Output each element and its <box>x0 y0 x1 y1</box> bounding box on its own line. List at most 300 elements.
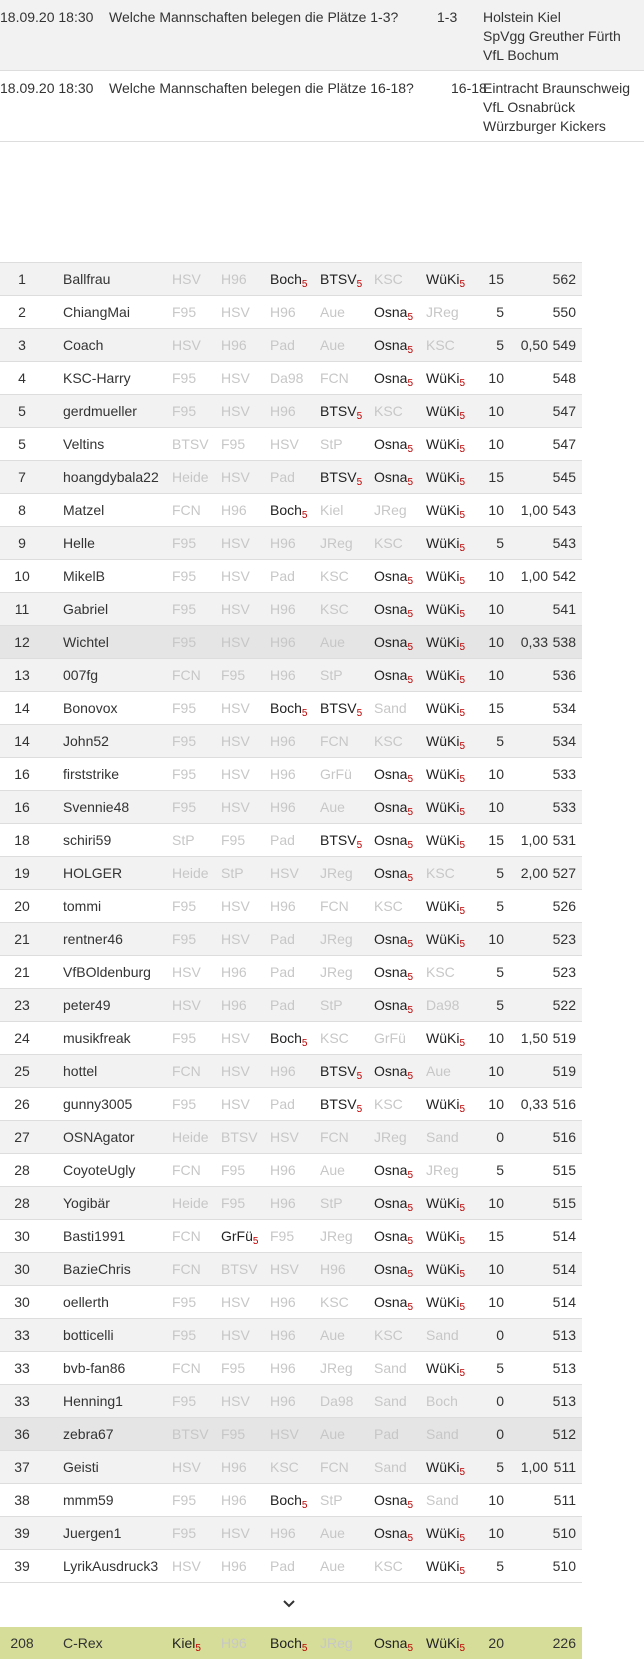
player-name-link[interactable]: Helle <box>63 535 95 551</box>
tip-cell: WüKi$_5$ <box>426 634 466 653</box>
tip-cell: Pad <box>270 997 295 1013</box>
tip-cell: BTSV <box>172 436 209 452</box>
tip-cell: HSV <box>270 1129 299 1145</box>
player-name-link[interactable]: botticelli <box>63 1327 114 1343</box>
tip-cell: F95 <box>172 304 197 320</box>
tip-cell: H96 <box>270 601 296 617</box>
tip-points: 5 <box>407 444 414 455</box>
points-cell: 10 <box>488 931 504 947</box>
player-name-link[interactable]: Basti1991 <box>63 1228 126 1244</box>
points-cell: 10 <box>488 1195 504 1211</box>
tip-cell: WüKi$_5$ <box>426 766 466 785</box>
ranking-row <box>0 857 582 890</box>
tip-cell: Heide <box>172 865 209 881</box>
tip-cell: Osna$_5$ <box>374 1228 414 1247</box>
tip-points: 5 <box>301 1643 308 1654</box>
tip-cell: F95 <box>172 1096 197 1112</box>
points-cell: 10 <box>488 1294 504 1310</box>
tip-cell: Osna$_5$ <box>374 337 414 356</box>
tip-cell: Boch$_5$ <box>270 700 308 719</box>
total-cell: 534 <box>552 733 576 749</box>
player-name-link[interactable]: tommi <box>63 898 102 914</box>
tip-cell: H96 <box>221 997 247 1013</box>
tip-cell: KSC <box>426 964 455 980</box>
tip-cell: Pad <box>270 1096 295 1112</box>
tip-points: 5 <box>407 939 414 950</box>
ranking-row <box>0 428 582 461</box>
player-name-link[interactable]: John52 <box>63 733 109 749</box>
tip-cell: Aue <box>320 304 345 320</box>
tip-cell: Osna$_5$ <box>374 1063 414 1082</box>
tip-points: 5 <box>301 1038 308 1049</box>
rank-cell: 18 <box>14 832 30 848</box>
points-cell: 5 <box>496 733 504 749</box>
tip-cell: WüKi$_5$ <box>426 1294 466 1313</box>
player-name-link[interactable]: OSNAgator <box>63 1129 135 1145</box>
tip-points: 5 <box>195 1643 201 1654</box>
tip-points: 5 <box>407 642 414 653</box>
tip-cell: WüKi$_5$ <box>426 1195 466 1214</box>
tip-cell: F95 <box>221 667 246 683</box>
tip-cell: Pad <box>270 832 295 848</box>
ranking-row <box>0 923 582 956</box>
points-cell: 0 <box>496 1327 504 1343</box>
tip-cell: GrFü <box>320 766 352 782</box>
player-name-link[interactable]: VfBOldenburg <box>63 964 151 980</box>
tip-cell: H96 <box>221 1635 247 1651</box>
tip-cell: JReg <box>320 865 353 881</box>
points-cell: 0 <box>496 1426 504 1442</box>
ranking-row <box>0 1154 582 1187</box>
player-name-link[interactable]: peter49 <box>63 997 111 1013</box>
total-cell: 547 <box>552 403 576 419</box>
player-name-link[interactable]: Yogibär <box>63 1195 110 1211</box>
tip-cell: KSC <box>374 1327 403 1343</box>
player-name-link[interactable]: Geisti <box>63 1459 99 1475</box>
tip-cell: H96 <box>270 898 296 914</box>
tip-cell: Pad <box>270 1558 295 1574</box>
tip-cell: Boch$_5$ <box>270 1030 308 1049</box>
rank-cell: 16 <box>14 766 30 782</box>
total-cell: 523 <box>552 931 576 947</box>
tip-points: 5 <box>301 1500 308 1511</box>
chevron-down-icon <box>276 1591 302 1617</box>
tip-cell: Pad <box>270 469 295 485</box>
player-name-link[interactable]: Henning1 <box>63 1393 123 1409</box>
player-name-link[interactable]: zebra67 <box>63 1426 114 1442</box>
points-cell: 10 <box>488 799 504 815</box>
tip-cell: KSC <box>374 898 403 914</box>
rank-cell: 36 <box>14 1426 30 1442</box>
ranking-row <box>0 1022 582 1055</box>
tip-cell: StP <box>221 865 244 881</box>
tip-points: 5 <box>407 345 414 356</box>
rank-cell: 39 <box>14 1525 30 1541</box>
ranking-row <box>0 725 582 758</box>
tip-cell: HSV <box>172 337 201 353</box>
total-cell: 562 <box>552 271 576 287</box>
player-name-link[interactable]: Ballfrau <box>63 271 111 287</box>
tip-cell: FCN <box>172 667 201 683</box>
tip-cell: $BTSV_5$ <box>320 1096 363 1115</box>
total-cell: 522 <box>552 997 576 1013</box>
own-ranking-row <box>0 1627 582 1659</box>
tip-cell: GrFü <box>374 1030 406 1046</box>
tip-cell: JReg <box>320 931 353 947</box>
tip-cell: Osna$_5$ <box>374 469 414 488</box>
tip-cell: F95 <box>172 601 197 617</box>
ranking-row <box>0 791 582 824</box>
ranking-row <box>0 329 582 362</box>
ranking-row <box>0 1550 582 1583</box>
tip-cell: Aue <box>426 1063 451 1079</box>
player-name-link[interactable]: oellerth <box>63 1294 109 1310</box>
points-cell: 5 <box>496 1558 504 1574</box>
tip-cell: $BTSV_5$ <box>320 832 363 851</box>
tip-points: 5 <box>407 576 414 587</box>
ranking-row <box>0 296 582 329</box>
player-name-link[interactable]: hottel <box>63 1063 98 1079</box>
tip-points: 5 <box>356 1104 363 1115</box>
tip-cell: H96 <box>270 799 296 815</box>
tip-points: 5 <box>459 675 466 686</box>
tip-cell: F95 <box>172 1393 197 1409</box>
rank-cell: 23 <box>14 997 30 1013</box>
player-name-link[interactable]: hoangdybala22 <box>63 469 159 485</box>
tip-cell: HSV <box>221 1030 250 1046</box>
tip-cell: StP <box>320 1492 343 1508</box>
ranking-row <box>0 1187 582 1220</box>
tip-cell: HSV <box>221 370 250 386</box>
player-name-link[interactable]: KSC-Harry <box>63 370 131 386</box>
tip-cell: Pad <box>270 931 295 947</box>
tip-cell: F95 <box>221 1162 246 1178</box>
tip-cell: HSV <box>221 766 250 782</box>
tip-cell: FCN <box>172 1063 201 1079</box>
tip-cell: Kiel <box>320 502 344 518</box>
points-cell: 0 <box>496 1129 504 1145</box>
points-cell: 10 <box>488 1261 504 1277</box>
total-cell: 527 <box>552 865 576 881</box>
player-name-link[interactable]: MikelB <box>63 568 106 584</box>
tip-cell: WüKi$_5$ <box>426 502 466 521</box>
tip-cell: HSV <box>172 997 201 1013</box>
points-cell: 10 <box>488 1492 504 1508</box>
question-places: 16-18 <box>451 80 487 96</box>
total-cell: 531 <box>552 832 576 848</box>
player-name-link[interactable]: mmm59 <box>63 1492 114 1508</box>
tip-cell: F95 <box>270 1228 295 1244</box>
total-cell: 516 <box>552 1129 576 1145</box>
rank-cell: 20 <box>14 898 30 914</box>
tip-cell: F95 <box>172 568 197 584</box>
tip-cell: FCN <box>172 1261 201 1277</box>
bonus-cell: 0,33 <box>520 1096 548 1112</box>
rank-cell: 1 <box>18 271 26 287</box>
rank-cell: 14 <box>14 733 30 749</box>
tip-points: 5 <box>356 279 363 290</box>
player-name-link[interactable]: firststrike <box>63 766 119 782</box>
points-cell: 10 <box>488 403 504 419</box>
question-answer <box>483 8 621 65</box>
player-name-link[interactable]: bvb-fan86 <box>63 1360 126 1376</box>
tip-cell: Boch$_5$ <box>270 502 308 521</box>
ranking-row <box>0 560 582 593</box>
points-cell: 5 <box>496 997 504 1013</box>
tip-points: 5 <box>407 1533 414 1544</box>
tip-cell: Pad <box>270 337 295 353</box>
rank-cell: 27 <box>14 1129 30 1145</box>
tip-points: 5 <box>459 1566 466 1577</box>
tip-cell: Da98 <box>320 1393 354 1409</box>
tip-cell: WüKi$_5$ <box>426 1525 466 1544</box>
tip-cell: F95 <box>221 1360 246 1376</box>
total-cell: 536 <box>552 667 576 683</box>
total-cell: 538 <box>552 634 576 650</box>
tip-points: 5 <box>407 774 414 785</box>
answer-team: Holstein Kiel <box>483 9 561 25</box>
tip-cell: HSV <box>221 733 250 749</box>
tip-points: 5 <box>407 1302 414 1313</box>
player-name-link[interactable]: BazieChris <box>63 1261 131 1277</box>
tip-cell: $BTSV_5$ <box>320 469 363 488</box>
player-name-link[interactable]: rentner46 <box>63 931 123 947</box>
question-text: Welche Mannschaften belegen die Plätze 16-18? <box>109 80 414 96</box>
tip-cell: Osna$_5$ <box>374 964 414 983</box>
tip-cell: H96 <box>270 1360 296 1376</box>
rank-cell: 19 <box>14 865 30 881</box>
tip-points: 5 <box>407 807 414 818</box>
ranking-row <box>0 1319 582 1352</box>
player-name-link[interactable]: 007fg <box>63 667 99 683</box>
tip-cell: Osna$_5$ <box>374 667 414 686</box>
ranking-row <box>0 1088 582 1121</box>
total-cell: 547 <box>552 436 576 452</box>
tip-cell: HSV <box>221 469 250 485</box>
rank-cell: 30 <box>14 1294 30 1310</box>
tip-cell: H96 <box>221 1459 247 1475</box>
tip-cell: Sand <box>426 1426 459 1442</box>
rank-cell: 4 <box>18 370 26 386</box>
ranking-row <box>0 461 582 494</box>
player-name-link[interactable]: Coach <box>63 337 104 353</box>
player-name-link[interactable]: Gabriel <box>63 601 109 617</box>
tip-cell: H96 <box>270 304 296 320</box>
tip-cell: F95 <box>172 700 197 716</box>
rank-cell: 30 <box>14 1228 30 1244</box>
tip-points: 5 <box>407 1005 414 1016</box>
points-cell: 5 <box>496 898 504 914</box>
player-name-link[interactable]: musikfreak <box>63 1030 131 1046</box>
tip-points: 5 <box>459 1038 466 1049</box>
tip-cell: FCN <box>172 502 201 518</box>
points-cell: 10 <box>488 1096 504 1112</box>
tip-cell: H96 <box>270 634 296 650</box>
ranking-row <box>0 1484 582 1517</box>
tip-cell: Boch <box>426 1393 458 1409</box>
player-name-link[interactable]: C-Rex <box>63 1635 103 1651</box>
tip-cell: Osna$_5$ <box>374 436 414 455</box>
tip-cell: WüKi$_5$ <box>426 1030 466 1049</box>
tip-cell: H96 <box>270 1063 296 1079</box>
tip-cell: KSC <box>374 733 403 749</box>
tip-cell: Heide <box>172 469 209 485</box>
bonus-cell: 0,50 <box>520 337 548 353</box>
tip-cell: KSC <box>374 403 403 419</box>
player-name-link[interactable]: CoyoteUgly <box>63 1162 136 1178</box>
rank-cell: 21 <box>14 931 30 947</box>
answer-team: Eintracht Braunschweig <box>483 80 631 96</box>
tip-points: 5 <box>459 378 466 389</box>
tip-cell: H96 <box>221 1558 247 1574</box>
tip-cell: FCN <box>172 1162 201 1178</box>
tip-cell: HSV <box>270 1261 299 1277</box>
tip-cell: JReg <box>374 1129 407 1145</box>
player-name-link[interactable]: Juergen1 <box>63 1525 122 1541</box>
tip-cell: WüKi$_5$ <box>426 1096 466 1115</box>
tip-cell: KSC <box>320 601 349 617</box>
tip-points: 5 <box>459 1104 466 1115</box>
player-name-link[interactable]: Veltins <box>63 436 105 452</box>
points-cell: 15 <box>488 469 504 485</box>
tip-cell: FCN <box>320 370 349 386</box>
tip-cell: HSV <box>221 700 250 716</box>
tip-cell: StP <box>320 667 343 683</box>
total-cell: 511 <box>553 1459 576 1475</box>
tip-points: 5 <box>459 774 466 785</box>
points-cell: 15 <box>488 1228 504 1244</box>
rank-cell: 7 <box>18 469 26 485</box>
tip-cell: WüKi$_5$ <box>426 568 466 587</box>
tip-cell: WüKi$_5$ <box>426 601 466 620</box>
tip-cell: Osna$_5$ <box>374 766 414 785</box>
rank-cell: 9 <box>18 535 26 551</box>
points-cell: 20 <box>488 1635 504 1651</box>
total-cell: 533 <box>552 799 576 815</box>
tip-points: 5 <box>407 1170 414 1181</box>
tip-cell: WüKi$_5$ <box>426 832 466 851</box>
player-name-link[interactable]: HOLGER <box>63 865 123 881</box>
total-cell: 510 <box>552 1525 576 1541</box>
bonus-cell: 1,00 <box>520 1459 548 1475</box>
points-cell: 10 <box>488 502 504 518</box>
tip-cell: HSV <box>172 271 201 287</box>
player-name-link[interactable]: gerdmueller <box>63 403 137 419</box>
total-cell: 549 <box>552 337 576 353</box>
tip-cell: HSV <box>221 1294 250 1310</box>
tip-points: 5 <box>459 741 466 752</box>
tip-cell: F95 <box>172 535 197 551</box>
tip-cell: JReg <box>426 304 459 320</box>
player-name-link[interactable]: ChiangMai <box>63 304 130 320</box>
tip-cell: H96 <box>320 1261 346 1277</box>
tip-cell: H96 <box>270 1294 296 1310</box>
tip-cell: Osna$_5$ <box>374 799 414 818</box>
tip-cell: JReg <box>320 964 353 980</box>
rank-cell: 3 <box>18 337 26 353</box>
answer-team: VfL Bochum <box>483 47 559 63</box>
player-name-link[interactable]: Wichtel <box>63 634 109 650</box>
question-answer <box>483 79 630 136</box>
ranking-row <box>0 1627 582 1659</box>
tip-cell: WüKi$_5$ <box>426 1360 466 1379</box>
tip-points: 5 <box>459 1467 466 1478</box>
tip-cell: JReg <box>320 1635 353 1651</box>
tip-cell: WüKi$_5$ <box>426 535 466 554</box>
tip-cell: Osna$_5$ <box>374 832 414 851</box>
tip-cell: Osna$_5$ <box>374 1195 414 1214</box>
answer-team: SpVgg Greuther Fürth <box>483 28 621 44</box>
ranking-row <box>0 362 582 395</box>
ranking-row <box>0 758 582 791</box>
player-name-link[interactable]: Matzel <box>63 502 105 518</box>
tip-cell: H96 <box>221 1492 247 1508</box>
tip-cell: H96 <box>270 1393 296 1409</box>
tip-cell: H96 <box>221 337 247 353</box>
player-name-link[interactable]: LyrikAusdruck3 <box>63 1558 159 1574</box>
tip-points: 5 <box>459 279 466 290</box>
total-cell: 533 <box>552 766 576 782</box>
tip-points: 5 <box>459 1203 466 1214</box>
player-name-link[interactable]: Svennie48 <box>63 799 130 815</box>
rank-cell: 16 <box>14 799 30 815</box>
tip-cell: Sand <box>374 1360 407 1376</box>
tip-cell: H96 <box>270 1195 296 1211</box>
total-cell: 513 <box>552 1327 576 1343</box>
tip-cell: Boch$_5$ <box>270 1635 308 1654</box>
tip-cell: Sand <box>374 1393 407 1409</box>
tip-points: 5 <box>459 543 466 554</box>
tip-cell: H96 <box>270 733 296 749</box>
tip-cell: JReg <box>426 1162 459 1178</box>
tip-points: 5 <box>407 873 414 884</box>
bonus-cell: 1,50 <box>520 1030 548 1046</box>
tip-cell: Heide <box>172 1129 209 1145</box>
ranking-row <box>0 956 582 989</box>
tip-cell: HSV <box>221 898 250 914</box>
rank-cell: 38 <box>14 1492 30 1508</box>
points-cell: 10 <box>488 601 504 617</box>
tip-cell: Osna$_5$ <box>374 370 414 389</box>
tip-cell: HSV <box>270 865 299 881</box>
tip-cell: F95 <box>172 403 197 419</box>
player-name-link[interactable]: schiri59 <box>63 832 112 848</box>
tip-cell: Osna$_5$ <box>374 997 414 1016</box>
expand-button[interactable] <box>276 1591 302 1617</box>
tip-points: 5 <box>301 708 308 719</box>
tip-cell: KSC <box>374 1558 403 1574</box>
total-cell: 519 <box>552 1030 576 1046</box>
tip-points: 5 <box>407 840 414 851</box>
tip-cell: FCN <box>172 1360 201 1376</box>
tip-cell: WüKi$_5$ <box>426 1558 466 1577</box>
tip-cell: H96 <box>221 271 247 287</box>
tip-cell: StP <box>320 997 343 1013</box>
player-name-link[interactable]: gunny3005 <box>63 1096 133 1112</box>
tip-cell: KSC <box>374 271 403 287</box>
rank-cell: 8 <box>18 502 26 518</box>
tip-cell: HSV <box>221 1327 250 1343</box>
ranking-row <box>0 692 582 725</box>
total-cell: 523 <box>552 964 576 980</box>
tip-cell: $BTSV_5$ <box>320 403 363 422</box>
tip-cell: JReg <box>320 1360 353 1376</box>
tip-points: 5 <box>407 1643 414 1654</box>
tip-points: 5 <box>459 1302 466 1313</box>
tip-cell: Sand <box>374 700 407 716</box>
player-name-link[interactable]: Bonovox <box>63 700 118 716</box>
points-cell: 5 <box>496 337 504 353</box>
